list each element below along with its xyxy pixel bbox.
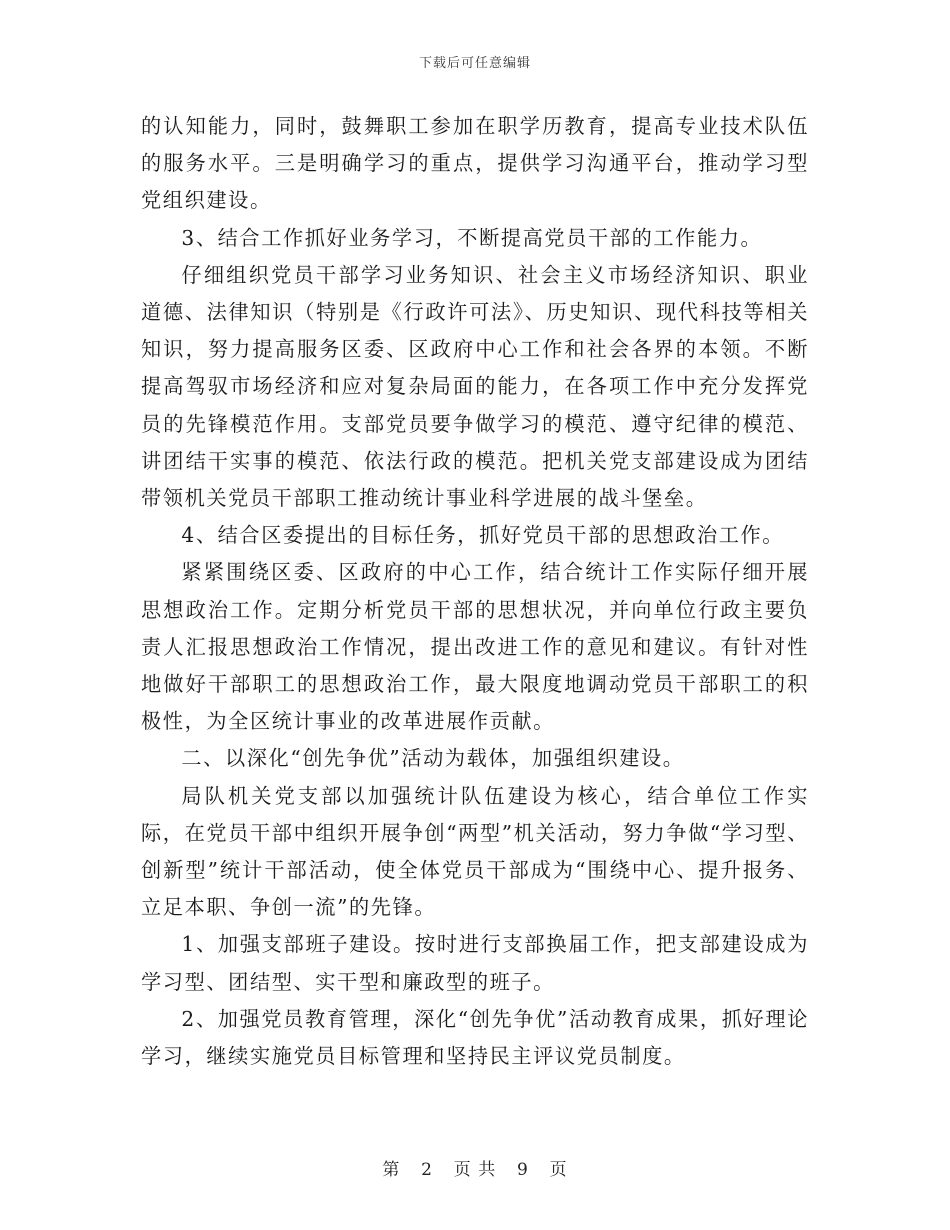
section-heading: 二、以深化“创先争优”活动为载体，加强组织建设。 bbox=[181, 746, 685, 771]
footer-prefix: 第 bbox=[382, 1160, 401, 1180]
page-footer bbox=[0, 1155, 950, 1180]
paragraph: 局队机关党支部以加强统计队伍建设为核心，结合单位工作实际，在党员干部中组织开展争创“两型”机关活动，努力争做“学习型、创新型”统计干部活动，使全体党员干部成为“围绕中心、提升报务、立足本职、争创一流”的先锋。 bbox=[141, 783, 809, 920]
paragraph: 3、结合工作抓好业务学习，不断提高党员干部的工作能力。 bbox=[181, 225, 763, 250]
page-header: 下载后可任意编辑 bbox=[418, 56, 531, 71]
paragraph: 2、加强党员教育管理，深化“创先争优”活动教育成果，抓好理论学习，继续实施党员目标管理和坚持民主评议党员制度。 bbox=[141, 1006, 809, 1069]
footer-total-pages: 9 bbox=[517, 1160, 529, 1180]
paragraph: 仔细组织党员干部学习业务知识、社会主义市场经济知识、职业道德、法律知识（特别是《行政许可法》、历史知识、现代科技等相关知识，努力提高服务区委、区政府中心工作和社会各界的本领。不断提高驾驭市场经济和应对复杂局面的能力，在各项工作中充分发挥党员的先锋模范作用。支部党员要争做学习的模范、遵守纪律的模范、讲团结干实事的模范、依法行政的模范。把机关党支部建设成为团结带领机关党员干部职工推动统计事业科学进展的战斗堡垒。 bbox=[141, 262, 809, 511]
footer-suffix: 页 bbox=[549, 1160, 568, 1180]
footer-middle: 页 共 bbox=[453, 1160, 497, 1180]
paragraph: 4、结合区委提出的目标任务，抓好党员干部的思想政治工作。 bbox=[181, 523, 785, 548]
paragraph: 紧紧围绕区委、区政府的中心工作，结合统计工作实际仔细开展思想政治工作。定期分析党员干部的思想状况，并向单位行政主要负责人汇报思想政治工作情况，提出改进工作的意见和建议。有针对性地做好干部职工的思想政治工作，最大限度地调动党员干部职工的积极性，为全区统计事业的改革进展作贡献。 bbox=[141, 560, 809, 734]
paragraph: 的认知能力，同时，鼓舞职工参加在职学历教育，提高专业技术队伍的服务水平。三是明确学习的重点，提供学习沟通平台，推动学习型党组织建设。 bbox=[141, 114, 809, 213]
document-body bbox=[141, 108, 809, 1075]
paragraph: 1、加强支部班子建设。按时进行支部换届工作，把支部建设成为学习型、团结型、实干型和廉政型的班子。 bbox=[141, 932, 809, 994]
footer-page-number: 2 bbox=[421, 1160, 433, 1180]
